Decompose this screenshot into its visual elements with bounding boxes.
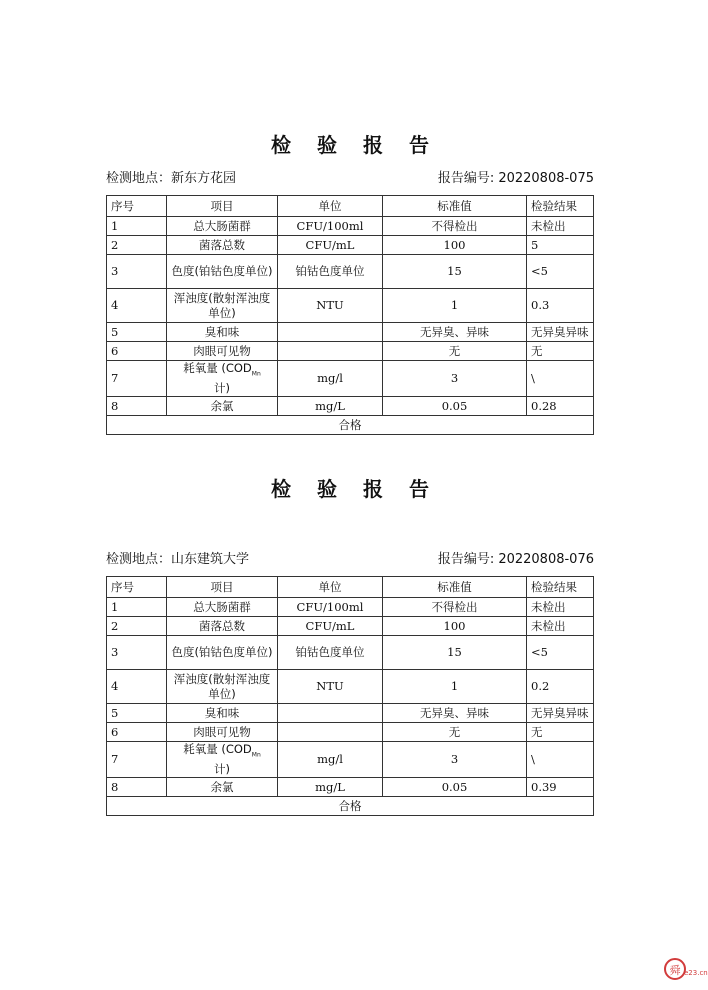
header-item: 项目: [167, 196, 278, 217]
cell-standard: 0.05: [383, 397, 527, 416]
cell-standard: 100: [383, 617, 527, 636]
cell-item: 菌落总数: [167, 617, 278, 636]
report-meta: [106, 548, 594, 567]
cell-result: <5: [527, 636, 594, 670]
cell-unit: mg/l: [278, 361, 383, 397]
publisher-seal-icon: 舜: [664, 958, 686, 980]
header-standard: 标准值: [383, 577, 527, 598]
cell-no: 4: [107, 289, 167, 323]
cell-no: 5: [107, 704, 167, 723]
cell-result: 未检出: [527, 598, 594, 617]
header-result: 检验结果: [527, 196, 594, 217]
cell-no: 1: [107, 217, 167, 236]
table-row: [107, 742, 594, 778]
cell-unit: CFU/100ml: [278, 598, 383, 617]
report-number-line: [438, 548, 594, 567]
cell-item: 肉眼可见物: [167, 342, 278, 361]
cell-unit: mg/L: [278, 778, 383, 797]
cell-standard: 3: [383, 742, 527, 778]
cell-item: 余氯: [167, 397, 278, 416]
cell-item: 总大肠菌群: [167, 598, 278, 617]
cell-result: <5: [527, 255, 594, 289]
cell-no: 8: [107, 778, 167, 797]
cell-item: 臭和味: [167, 704, 278, 723]
table-row: [107, 670, 594, 704]
cell-item: [167, 361, 278, 397]
table-row: [107, 342, 594, 361]
item-tail: 计): [214, 381, 230, 396]
cell-result: 0.39: [527, 778, 594, 797]
table-row: [107, 636, 594, 670]
cell-standard: 无异臭、异味: [383, 704, 527, 723]
cell-unit: NTU: [278, 670, 383, 704]
cell-no: 8: [107, 397, 167, 416]
cell-unit: CFU/100ml: [278, 217, 383, 236]
cell-unit: mg/L: [278, 397, 383, 416]
cell-no: 5: [107, 323, 167, 342]
report-title: 检验报告: [271, 477, 455, 501]
location-value: 新东方花园: [171, 171, 237, 186]
cell-unit: 铂钴色度单位: [278, 255, 383, 289]
cell-result: 0.28: [527, 397, 594, 416]
table-row: [107, 397, 594, 416]
cell-standard: 无异臭、异味: [383, 323, 527, 342]
cell-standard: 1: [383, 670, 527, 704]
header-unit: 单位: [278, 196, 383, 217]
table-row: [107, 704, 594, 723]
cell-standard: 不得检出: [383, 598, 527, 617]
header-standard: 标准值: [383, 196, 527, 217]
cell-no: 7: [107, 361, 167, 397]
results-table: [106, 195, 594, 435]
item-subscript: Mn: [251, 751, 261, 759]
summary-cell: 合格: [107, 797, 594, 816]
cell-item: 臭和味: [167, 323, 278, 342]
cell-unit: 铂钴色度单位: [278, 636, 383, 670]
cell-no: 3: [107, 636, 167, 670]
cell-standard: 100: [383, 236, 527, 255]
header-no: 序号: [107, 196, 167, 217]
cell-result: 无: [527, 723, 594, 742]
table-header-row: [107, 577, 594, 598]
table-row: [107, 289, 594, 323]
header-item: 项目: [167, 577, 278, 598]
report-number-value: 20220808-075: [498, 171, 594, 186]
summary-row: [107, 797, 594, 816]
cell-unit: CFU/mL: [278, 236, 383, 255]
cell-item: [167, 742, 278, 778]
report-number-line: [438, 167, 594, 186]
location-label: 检测地点：: [106, 171, 172, 186]
table-row: [107, 236, 594, 255]
table-row: [107, 617, 594, 636]
table-row: [107, 255, 594, 289]
results-table: [106, 576, 594, 816]
cell-item: 浑浊度(散射浑浊度单位): [167, 289, 278, 323]
cell-result: 0.2: [527, 670, 594, 704]
cell-unit: [278, 723, 383, 742]
table-row: [107, 361, 594, 397]
cell-item: 菌落总数: [167, 236, 278, 255]
cell-standard: 0.05: [383, 778, 527, 797]
summary-cell: 合格: [107, 416, 594, 435]
location-line: [106, 167, 236, 186]
cell-item: 余氯: [167, 778, 278, 797]
table-row: [107, 323, 594, 342]
cell-no: 6: [107, 723, 167, 742]
header-unit: 单位: [278, 577, 383, 598]
cell-item: 肉眼可见物: [167, 723, 278, 742]
cell-result: 5: [527, 236, 594, 255]
cell-item: 总大肠菌群: [167, 217, 278, 236]
header-result: 检验结果: [527, 577, 594, 598]
header-no: 序号: [107, 577, 167, 598]
cell-result: 未检出: [527, 217, 594, 236]
cell-unit: [278, 342, 383, 361]
cell-unit: [278, 704, 383, 723]
report-number-label: 报告编号:: [437, 171, 499, 186]
cell-standard: 15: [383, 255, 527, 289]
cell-standard: 不得检出: [383, 217, 527, 236]
cell-standard: 3: [383, 361, 527, 397]
table-row: [107, 778, 594, 797]
table-row: [107, 723, 594, 742]
cell-standard: 无: [383, 723, 527, 742]
location-label: 检测地点：: [106, 552, 172, 567]
cell-result: 0.3: [527, 289, 594, 323]
cell-standard: 15: [383, 636, 527, 670]
table-header-row: [107, 196, 594, 217]
report-title: 检验报告: [271, 133, 455, 157]
location-value: 山东建筑大学: [171, 552, 250, 567]
cell-no: 7: [107, 742, 167, 778]
cell-item: 色度(铂钴色度单位): [167, 636, 278, 670]
cell-no: 4: [107, 670, 167, 704]
cell-item: 色度(铂钴色度单位): [167, 255, 278, 289]
item-tail: 计): [214, 762, 230, 777]
cell-result: 无异臭异味: [527, 323, 594, 342]
cell-no: 1: [107, 598, 167, 617]
cell-standard: 1: [383, 289, 527, 323]
cell-result: \: [527, 361, 594, 397]
cell-standard: 无: [383, 342, 527, 361]
cell-item: 浑浊度(散射浑浊度单位): [167, 670, 278, 704]
report-number-label: 报告编号:: [437, 552, 499, 567]
cell-no: 6: [107, 342, 167, 361]
cell-unit: NTU: [278, 289, 383, 323]
location-line: [106, 548, 249, 567]
report-meta: [106, 167, 594, 186]
cell-no: 3: [107, 255, 167, 289]
cell-unit: [278, 323, 383, 342]
table-row: [107, 598, 594, 617]
watermark-text: e23.cn: [684, 969, 708, 977]
cell-result: 未检出: [527, 617, 594, 636]
cell-unit: mg/l: [278, 742, 383, 778]
cell-result: \: [527, 742, 594, 778]
report-number-value: 20220808-076: [498, 552, 594, 567]
cell-no: 2: [107, 617, 167, 636]
item-main: 耗氧量 (COD: [183, 742, 252, 756]
summary-row: [107, 416, 594, 435]
cell-result: 无异臭异味: [527, 704, 594, 723]
cell-unit: CFU/mL: [278, 617, 383, 636]
cell-no: 2: [107, 236, 167, 255]
item-main: 耗氧量 (COD: [183, 361, 252, 375]
cell-result: 无: [527, 342, 594, 361]
item-subscript: Mn: [251, 370, 261, 378]
table-row: [107, 217, 594, 236]
